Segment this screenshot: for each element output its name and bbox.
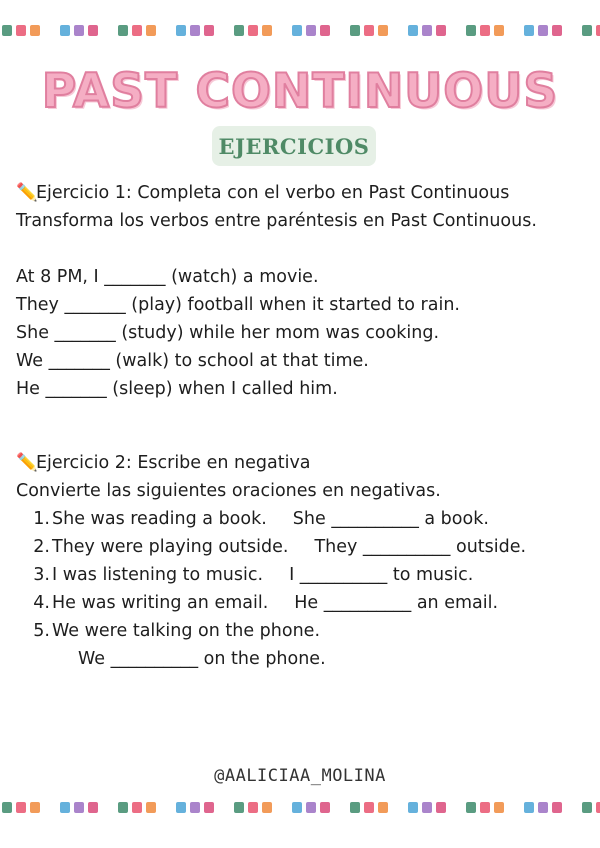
decor-block xyxy=(422,25,432,36)
decor-block xyxy=(538,802,548,813)
decor-block xyxy=(146,25,156,36)
decor-block xyxy=(118,802,128,813)
pencil-icon: ✏️ xyxy=(16,453,38,473)
decor-block xyxy=(248,25,258,36)
decor-block xyxy=(88,25,98,36)
subtitle-text: EJERCICIOS xyxy=(218,133,370,159)
worksheet-content xyxy=(16,179,586,673)
decor-block xyxy=(524,802,534,813)
decor-block xyxy=(118,25,128,36)
decor-block xyxy=(248,802,258,813)
top-decorative-border xyxy=(0,22,600,38)
pencil-icon: ✏️ xyxy=(16,183,38,203)
list-item: 2. They were playing outside. They __________ outside. xyxy=(33,537,527,557)
list-item: 5. We were talking on the phone.We __________ on the phone. xyxy=(33,621,326,669)
exercise1-sentence: At 8 PM, I _______ (watch) a movie. xyxy=(16,267,319,287)
exercise1-sentence: She _______ (study) while her mom was cooking. xyxy=(16,323,440,343)
decor-block xyxy=(480,25,490,36)
decor-block xyxy=(494,802,504,813)
decor-block xyxy=(60,25,70,36)
decor-block xyxy=(320,25,330,36)
decor-block xyxy=(262,802,272,813)
list-item: 1. She was reading a book. She __________ a book. xyxy=(33,509,489,529)
decor-block xyxy=(480,802,490,813)
decor-block xyxy=(16,25,26,36)
exercise1-sentence: We _______ (walk) to school at that time. xyxy=(16,351,369,371)
exercise1-sentence: He _______ (sleep) when I called him. xyxy=(16,379,338,399)
decor-block xyxy=(262,25,272,36)
decor-block xyxy=(378,25,388,36)
decor-block xyxy=(596,25,600,36)
subtitle-badge xyxy=(212,126,376,166)
decor-block xyxy=(190,25,200,36)
decor-block xyxy=(350,25,360,36)
decor-block xyxy=(2,802,12,813)
decor-block xyxy=(74,25,84,36)
decor-block xyxy=(306,25,316,36)
bottom-decorative-border xyxy=(0,799,600,815)
list-item: 3. I was listening to music. I __________ to music. xyxy=(33,565,474,585)
exercise1-instruction: Transforma los verbos entre paréntesis en Past Continuous. xyxy=(16,211,537,231)
decor-block xyxy=(292,802,302,813)
exercise2-heading: ✏️Ejercicio 2: Escribe en negativa xyxy=(16,449,586,477)
decor-block xyxy=(234,25,244,36)
decor-block xyxy=(364,802,374,813)
decor-block xyxy=(16,802,26,813)
decor-block xyxy=(30,25,40,36)
decor-block xyxy=(204,802,214,813)
decor-block xyxy=(350,802,360,813)
decor-block xyxy=(466,25,476,36)
page-title: PAST CONTINUOUS xyxy=(41,64,559,119)
decor-block xyxy=(524,25,534,36)
decor-block xyxy=(538,25,548,36)
decor-block xyxy=(422,802,432,813)
decor-block xyxy=(436,25,446,36)
decor-block xyxy=(552,25,562,36)
exercise1-heading: ✏️Ejercicio 1: Completa con el verbo en Past Continuous xyxy=(16,179,586,207)
decor-block xyxy=(364,25,374,36)
decor-block xyxy=(2,25,12,36)
list-item: 4. He was writing an email. He __________ an email. xyxy=(33,593,499,613)
exercise2-instruction: Convierte las siguientes oraciones en negativas. xyxy=(16,481,441,501)
decor-block xyxy=(190,802,200,813)
decor-block xyxy=(176,25,186,36)
decor-block xyxy=(234,802,244,813)
decor-block xyxy=(582,25,592,36)
decor-block xyxy=(204,25,214,36)
decor-block xyxy=(74,802,84,813)
decor-block xyxy=(176,802,186,813)
decor-block xyxy=(88,802,98,813)
exercise1-sentence: They _______ (play) football when it started to rain. xyxy=(16,295,460,315)
decor-block xyxy=(582,802,592,813)
decor-block xyxy=(596,802,600,813)
decor-block xyxy=(320,802,330,813)
decor-block xyxy=(292,25,302,36)
decor-block xyxy=(306,802,316,813)
decor-block xyxy=(552,802,562,813)
decor-block xyxy=(466,802,476,813)
decor-block xyxy=(60,802,70,813)
decor-block xyxy=(408,25,418,36)
decor-block xyxy=(494,25,504,36)
exercise2-list xyxy=(16,505,586,673)
decor-block xyxy=(132,25,142,36)
author-handle: @AALICIAA_MOLINA xyxy=(214,766,386,786)
decor-block xyxy=(146,802,156,813)
decor-block xyxy=(132,802,142,813)
decor-block xyxy=(408,802,418,813)
decor-block xyxy=(30,802,40,813)
decor-block xyxy=(436,802,446,813)
decor-block xyxy=(378,802,388,813)
